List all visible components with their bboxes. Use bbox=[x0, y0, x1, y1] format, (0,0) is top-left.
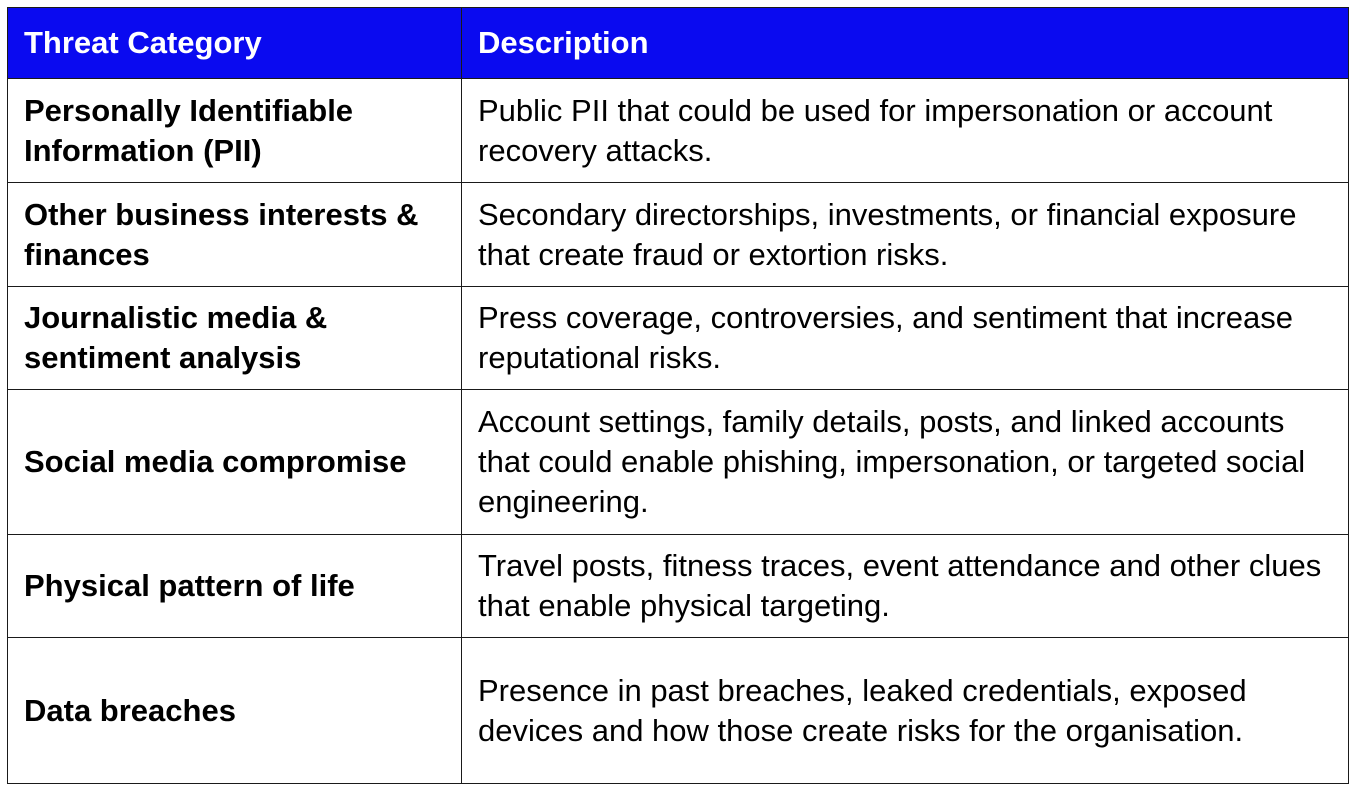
threat-category-cell: Data breaches bbox=[8, 638, 462, 784]
threat-category-cell: Other business interests & finances bbox=[8, 183, 462, 287]
threat-category-cell: Physical pattern of life bbox=[8, 535, 462, 638]
threat-category-table-container bbox=[7, 7, 1348, 784]
description-cell: Secondary directorships, investments, or financial exposure that create fraud or extortion risks. bbox=[462, 183, 1349, 287]
table-row bbox=[8, 183, 1349, 287]
description-cell: Account settings, family details, posts, and linked accounts that could enable phishing, impersonation, or targeted social engineering. bbox=[462, 390, 1349, 535]
column-header-description: Description bbox=[462, 8, 1349, 79]
header-row bbox=[8, 8, 1349, 79]
table-row bbox=[8, 287, 1349, 390]
table-row bbox=[8, 390, 1349, 535]
threat-category-cell: Personally Identifiable Information (PII) bbox=[8, 79, 462, 183]
table-body bbox=[8, 79, 1349, 784]
threat-category-table bbox=[7, 7, 1349, 784]
description-cell: Travel posts, fitness traces, event attendance and other clues that enable physical targeting. bbox=[462, 535, 1349, 638]
description-cell: Press coverage, controversies, and sentiment that increase reputational risks. bbox=[462, 287, 1349, 390]
table-row bbox=[8, 79, 1349, 183]
table-header bbox=[8, 8, 1349, 79]
description-cell: Presence in past breaches, leaked credentials, exposed devices and how those create risks for the organisation. bbox=[462, 638, 1349, 784]
description-cell: Public PII that could be used for impersonation or account recovery attacks. bbox=[462, 79, 1349, 183]
threat-category-cell: Journalistic media & sentiment analysis bbox=[8, 287, 462, 390]
threat-category-cell: Social media compromise bbox=[8, 390, 462, 535]
column-header-threat-category: Threat Category bbox=[8, 8, 462, 79]
table-row bbox=[8, 535, 1349, 638]
table-row bbox=[8, 638, 1349, 784]
